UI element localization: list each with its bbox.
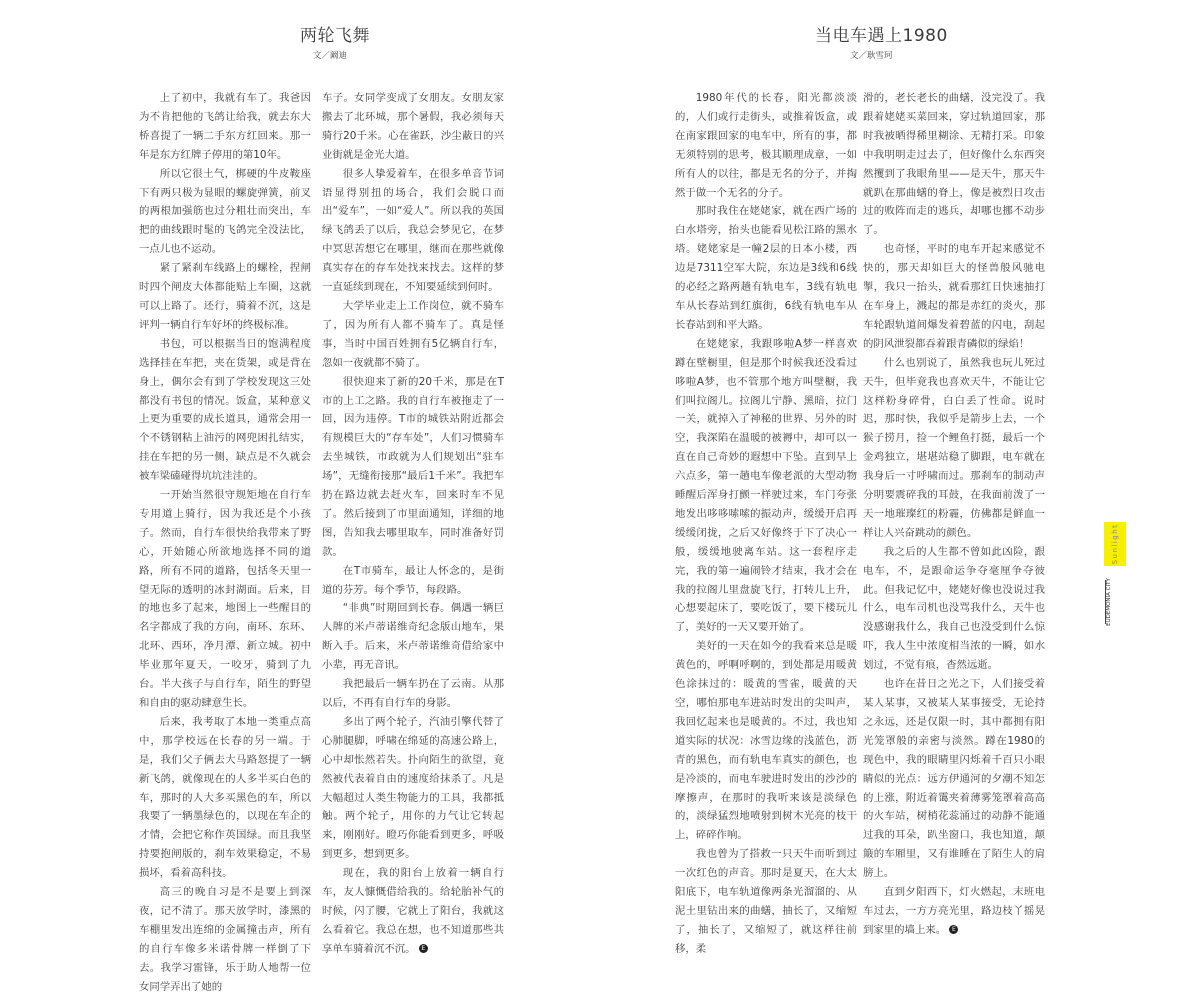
brand-label: EUDEMONIA CITY <box>1106 578 1112 626</box>
paragraph-text: 多出了两个轮子，汽油引擎代替了心肺腿脚，呼啸在绵延的高速公路上，心中却怅然若失。扑向陌生的欲望，竟然被代表着自由的速度给抹杀了。凡是大幅超过人类生物能力的工具，我都抵触。两个轮子，用你的力气让它转起来，刚刚好。瞪巧你能看到更多，呼吸到更多，想到更多。 <box>322 715 504 861</box>
paragraph-text: 上了初中，我就有车了。我爸因为不肯把他的飞鸽让给我，就去东大桥喜提了一辆二手东方红回来。那一年是东方红牌子停用的第10年。 <box>139 92 311 161</box>
paragraph <box>322 373 504 562</box>
paragraph <box>675 637 857 845</box>
left-article-title: 两轮飞舞 <box>300 26 370 46</box>
paragraph-text: 后来，我考取了本地一类重点高中，那学校远在长春的另一端。于是，我们父子俩去大马路怒提了一辆新飞鸽，就像现在的人多半买白色的车，那时的人大多买黑色的车，所以我要了一辆墨绿色的，以现在车企的才情，会把它称作英国绿。而且我坚持要抱闸版的，刹车效果稳定，不易损坏，看着高科技。 <box>139 715 311 880</box>
right-article-column-1 <box>675 89 857 959</box>
right-article-byline: 文／耿雪珂 <box>850 51 893 61</box>
paragraph-text: 一开始当然很守规矩地在自行车专用道上骑行，因为我还是个小孩子。然而，自行车很快给我带来了野心，开始随心所欲地选择不同的道路，所有不同的道路，包括冬天里一望无际的透明的冰封湖面。后来，目的地也多了起来，地图上一些醒目的名字都成了我的方向，南环、东环、北环、西环，净月潭、新立城。初中毕业那年夏天，一咬牙，骑到了九台。半大孩子与自行车，陌生的野望和自由的驱动肆意生长。 <box>139 489 311 709</box>
paragraph-text: 也许在昔日之光之下，人们接受着某人某事，又被某人某事接受，无论持之永远，还是仅限一时，其中都拥有阳光笼罩般的亲密与淡然。蹲在1980的现色中，我的眼睛里闪烁着千百只小眼睛似的光点：远方伊通河的夕潮不知怎的上涨，附近着霭夹着薄雾笼罩着高高的火车站，树梢花蕊涌过的动静不能通过我的耳朵，趴坐窗口，我也知道，颠簸的车厢里，又有谁睡在了陌生人的肩膀上。 <box>863 678 1045 880</box>
paragraph-text: 在T市骑车，最让人怀念的，是街道的芬芳。每个季节，每段路。 <box>322 564 504 596</box>
paragraph-text: 我之后的人生都不曾如此凶险，跟电车，不，是跟命运争夺毫厘争夺彼此。但我记忆中，姥姥好像也没说过我什么，电车司机也没骂我什么，天牛也没感谢我什么，我自己也没受到什么惊吓，我人生中浓度相当浓的一瞬，如水划过，不觉有痕，杳然远逝。 <box>863 545 1045 672</box>
end-mark-icon: E <box>949 925 958 934</box>
right-article-title: 当电车遇上1980 <box>815 26 948 46</box>
left-article-byline: 文／阚迪 <box>313 51 348 61</box>
paragraph <box>863 675 1045 883</box>
paragraph <box>322 599 504 675</box>
paragraph <box>322 562 504 600</box>
paragraph-text: 直到夕阳西下，灯火燃起，末班电车过去，一方方亮光里，路边枝丫摇晃到家里的墙上来。 <box>863 886 1045 936</box>
paragraph <box>675 89 857 202</box>
paragraph <box>322 675 504 713</box>
paragraph <box>863 240 1045 353</box>
paragraph <box>139 89 311 165</box>
paragraph <box>675 845 857 958</box>
paragraph-text: 很多人挚爱着车，在很多单音节词语显得别扭的场合，我们会脱口而出“爱车”，一如“爱人”。所以我的英国绿飞鸽丢了以后，我总会梦见它，在梦中冥思苦想它在哪里，继而在那些就像真实存在的存车处找来找去。这样的梦一直延续到现在，不知要延续到何时。 <box>322 167 504 294</box>
paragraph <box>322 713 504 864</box>
paragraph-text: 1980年代的长春，阳光都淡淡的，人们或行走街头，或推着饭盒，或在南家跟回家的电车中，所有的事，都无须特别的思考，极其顺理成章，一如所有人的以往，都是无名的分子，并掏然于做一个无名的分子。 <box>675 92 857 199</box>
sunlight-tag <box>1104 522 1126 566</box>
paragraph-text: 我把最后一辆车扔在了云南。从那以后，不再有自行车的身影。 <box>322 678 504 709</box>
paragraph-text: 我也曾为了搭救一只天牛而听到过一次红色的声音。那时是夏天，在大太阳底下，电车轨道像两条光溜溜的、从泥土里钻出来的曲蟮，抽长了，又缩短了，抽长了，又缩短了，就这样往前移，柔 <box>675 848 857 955</box>
paragraph <box>139 335 311 486</box>
paragraph-text: 滑的，老长老长的曲蟮，没完没了。我跟着姥姥买菜回来，穿过轨道回家，那时我被晒得稀里糊涂、无精打采。印象中我明明走过去了，但好像什么东西突然攫到了我眼角里——是天牛，那天牛就趴在那曲蟮的脊上，像是被烈日攻击过的败阵而走的逃兵，却哪也挪不动步了。 <box>863 92 1045 237</box>
paragraph <box>139 165 311 260</box>
paragraph-text: 那时我住在姥姥家，就在西广场的白水塔旁，抬头也能看见松江路的黑水塔。姥姥家是一幢2层的日本小楼，西边是7311空军大院，东边是3线和6线的必经之路两趟有轨电车，3线有轨电车从长春站到红旗街，6线有轨电车从长春站到和平大路。 <box>675 205 857 331</box>
paragraph <box>863 883 1045 940</box>
left-article-column-2 <box>322 89 504 959</box>
paragraph <box>322 297 504 373</box>
paragraph-text: 所以它很土气，梆硬的牛皮鞍座下有两只极为显眼的螺旋弹簧，前叉的两根加强筋也过分粗壮而突出，车把的曲线跟时髦的飞鸽完全没法比，一点儿也不运动。 <box>139 167 311 256</box>
paragraph-text: 紧了紧刹车线路上的螺栓，捏闸时四个闸皮大体都能贴上车圈，这就可以上路了。还行，骑着不沉，这是评判一辆自行车好坏的终极标准。 <box>139 262 311 331</box>
paragraph-text: 大学毕业走上工作岗位，就不骑车了，因为所有人都不骑车了。真是怪事，当时中国百姓拥有5亿辆自行车，忽如一夜就都不骑了。 <box>322 299 504 369</box>
paragraph <box>139 713 311 883</box>
right-article-column-2 <box>863 89 1045 940</box>
paragraph <box>322 864 504 959</box>
paragraph-text: 什么也别说了，虽然我也玩儿死过天牛，但毕竟我也喜欢天牛，不能让它这样粉身碎骨，白白丢了性命。说时迟，那时快，我似乎是箭步上去，一个猴子捞月，捡一个鲤鱼打挺，最后一个金鸡独立，堪堪站稳了脚跟，电车就在我身后一寸呼啸而过。那刹车的制动声分明要震碎我的耳鼓，在我面前泼了一天一地璀璨红的粉霾，仿佛都是鲜血一样让人兴奋跳动的颜色。 <box>863 356 1045 539</box>
paragraph <box>322 165 504 297</box>
paragraph-text: 在姥姥家，我跟哆啦A梦一样喜欢蹲在壁橱里，但是那个时候我还没看过哆啦A梦，也不管那个地方叫壁橱，我们叫拉阁儿。拉阁儿宁静、黑暗，拉门一关，就掉入了神秘的世界、另外的时空，我深陷在温暖的被褥中，却可以一直在自己奇妙的遐想中下坠。直到早上六点多，第一趟电车像老派的大型动物睡醒后浑身打颤一样驶过来，车门夸张地发出哆哆嗦嗦的振动声，缓缓开启再缓缓闭拢，之后又好像终于下了决心一般，缓缓地驶离车站。这一套程序走完，我的第一遍闹铃才结束，我才会在我的拉阁儿里盘旋飞行，打转儿上升，心想要起床了，要吃饭了，要下楼玩儿了，美好的一天又要开始了。 <box>675 337 857 634</box>
sunlight-tag-label: Sunlight <box>1111 523 1119 565</box>
paragraph-text: 也奇怪，平时的电车开起来感觉不快的，那天却如巨大的怪兽般风驰电掣，我只一抬头，就看那红日快速抽打在车身上，溅起的都是赤红的炎火，那车轮跟轨道间爆发着碧蓝的闪电，刮起的阴风泄裂都吞着跟青磷似的绿焰！ <box>863 243 1045 350</box>
paragraph-text: 书包，可以根据当日的饱满程度选择挂在车把，夹在货架，或是背在身上，偶尔会有到了学校发现这三处都没有书包的情况。饭盒，某种意义上更为重要的成长道具，通常会用一个不锈钢粘上油污的网兜困扎结实，挂在车把的另一侧，缺点是不久就会被车梁磕碰得坑坑洼洼的。 <box>139 337 311 483</box>
paragraph-text: “非典”时期回到长春。偶遇一辆巨人牌的米卢蒂诺维奇纪念版山地车，果断入手。后来，米卢蒂诺维奇借给家中小辈，再无音讯。 <box>322 602 504 672</box>
paragraph <box>863 89 1045 240</box>
paragraph <box>675 335 857 638</box>
paragraph <box>322 89 504 165</box>
paragraph-text: 美好的一天在如今的我看来总是暖黄色的，呼啊呼啊的，到处都是用暖黄色涂抹过的：暖黄的雪雀，暖黄的天空，哪怕那电车进站时发出的尖叫声，我回忆起来也是暖黄的。不过，我也知道实际的状况：冰雪边缘的浅蓝色，沥青的黑色，而有轨电车真实的颜色，也是冷淡的，而电车驶进时发出的沙沙的摩擦声，在那时的我听来该是淡绿色的，淡绿猛烈地喷射到树木光亮的枝干上，碎碎作响。 <box>675 640 857 842</box>
left-article-column-1 <box>139 89 311 997</box>
paragraph <box>139 259 311 335</box>
paragraph <box>139 883 311 996</box>
paragraph-text: 现在，我的阳台上放着一辆自行车，友人慷慨借给我的。给轮胎补气的时候，闪了腰，它就上了阳台，我就这么看着它。我总在想，也不知道那些共享单车骑着沉不沉。 <box>322 867 504 955</box>
paragraph-text: 很快迎来了新的20千米，那是在T市的上工之路。我的自行车被拖走了一回，因为违停。T市的城铁站附近都会有规模巨大的“存车处”，人们习惯骑车去坐城铁，市政就为人们规划出“驻车场”，无缝衔接那“最后1千米”。我把车扔在路边就去赶火车，回来时车不见了。然后接到了市里面通知，详细的地图，告知我去哪里取车，同时准备好罚款。 <box>322 375 504 558</box>
paragraph-text: 高三的晚自习是不是要上到深夜，记不清了。那天放学时，漆黑的车棚里发出连绵的金属撞击声，所有的自行车像多米诺骨牌一样倒了下去。我学习雷锋，乐于助人地帮一位女同学弄出了她的 <box>139 886 311 993</box>
end-mark-icon: E <box>419 944 428 953</box>
paragraph <box>863 354 1045 543</box>
paragraph <box>139 486 311 713</box>
paragraph <box>675 202 857 334</box>
paragraph-text: 车子。女同学变成了女朋友。女朋友家搬去了北环城，那个暑假，我必须每天骑行20千米。心在雀跃，沙尘蔽日的兴业街就是金光大道。 <box>322 92 504 161</box>
paragraph <box>863 543 1045 675</box>
